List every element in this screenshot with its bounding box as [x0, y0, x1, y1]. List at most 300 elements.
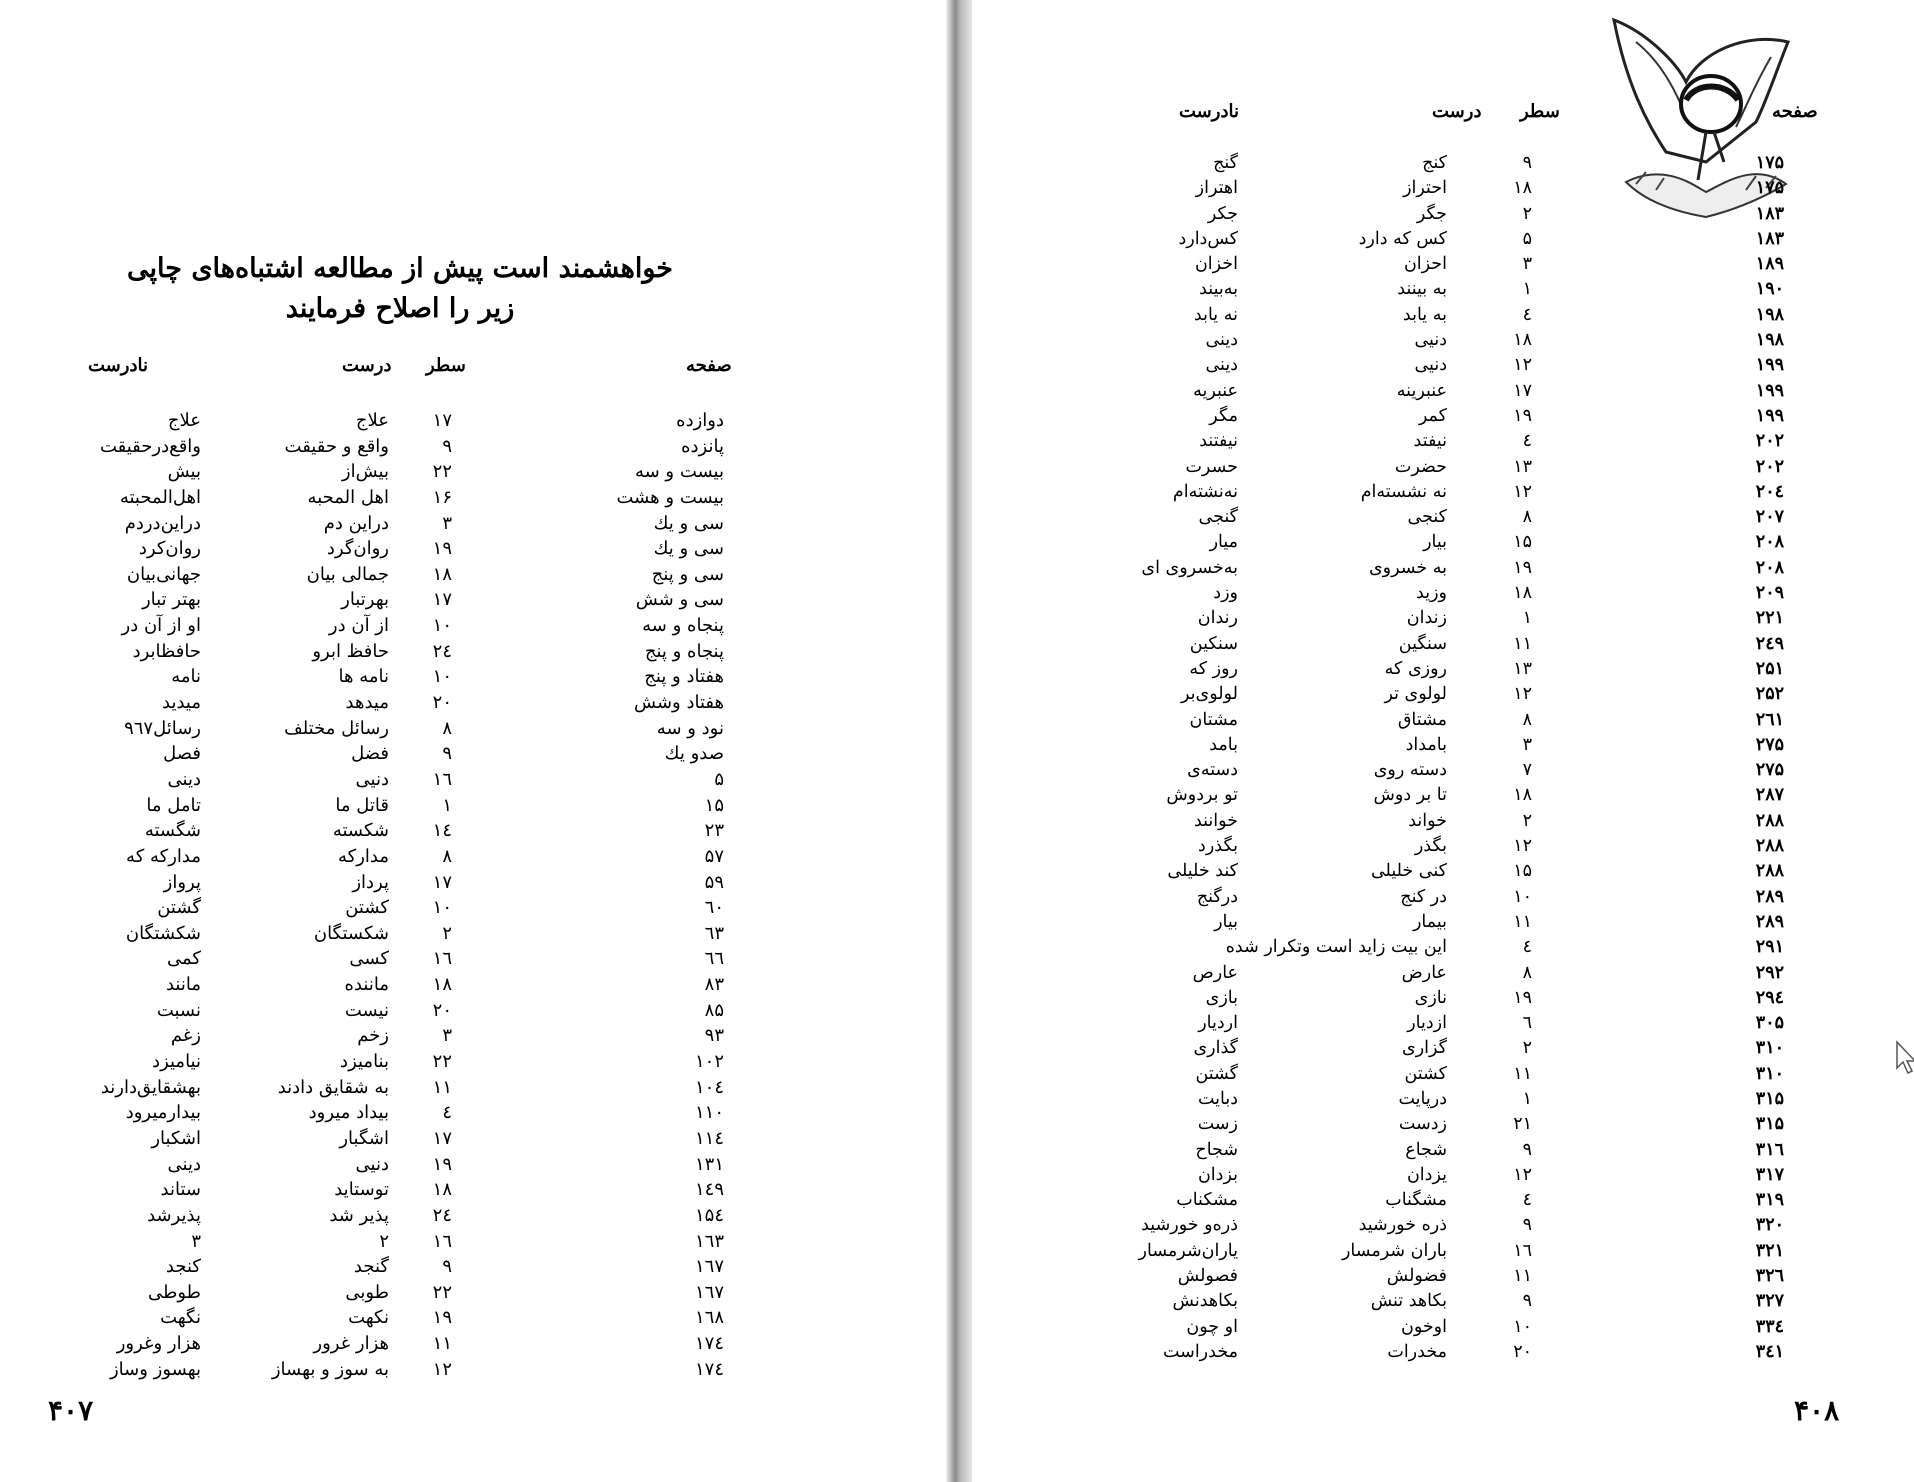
errata-row: [972, 834, 1914, 859]
errata-incorrect: زغم: [170, 1025, 201, 1047]
errata-page: سی و شش: [635, 589, 724, 611]
errata-row: [972, 1112, 1914, 1137]
errata-line: ۱۸: [432, 563, 452, 585]
errata-correct: دنیی: [1414, 355, 1447, 376]
errata-row: [972, 708, 1914, 733]
errata-row: [0, 639, 946, 665]
errata-incorrect: حافظابرد: [132, 640, 201, 662]
errata-correct: در کنج: [1400, 886, 1447, 907]
errata-row: [972, 1239, 1914, 1264]
errata-page: ۲۲۱: [1755, 608, 1784, 629]
errata-line: ۹: [1522, 153, 1532, 173]
errata-row: [972, 606, 1914, 631]
errata-row: [972, 505, 1914, 530]
errata-incorrect: یاران‌شرمسار: [1138, 1240, 1238, 1261]
errata-page: ۱٦۳: [694, 1230, 724, 1252]
errata-row: [972, 1289, 1914, 1314]
errata-correct: زخم: [357, 1025, 389, 1047]
errata-line: ۱۰: [432, 897, 452, 919]
errata-incorrect: کس‌دارد: [1178, 228, 1238, 249]
errata-line: ۱۷: [432, 1127, 452, 1149]
errata-correct: دنیی: [1414, 330, 1447, 351]
errata-row: [972, 1315, 1914, 1340]
errata-page: ۲۰۲: [1755, 431, 1784, 452]
errata-correct: دنیی: [355, 768, 389, 790]
errata-line: ۸: [1522, 962, 1532, 983]
errata-page: ۱۸۳: [1755, 203, 1784, 224]
errata-correct: میدهد: [345, 692, 389, 714]
errata-page: ۲۳: [704, 820, 724, 842]
errata-incorrect: بیش: [167, 461, 201, 483]
errata-incorrect: جکر: [1207, 203, 1238, 224]
errata-correct: گزاری: [1402, 1038, 1447, 1059]
page-number-left: ۴۰۷: [48, 1394, 94, 1427]
errata-row: [0, 998, 946, 1024]
errata-correct: به بینند: [1397, 279, 1447, 300]
errata-correct: کس که دارد: [1358, 228, 1447, 249]
errata-row: [972, 1062, 1914, 1087]
errata-correct: اهل المحبه: [307, 486, 389, 508]
errata-incorrect: گشتن: [1195, 1063, 1238, 1084]
errata-correct: کنی خلیلی: [1370, 861, 1447, 882]
errata-correct: حافظ ابرو: [312, 640, 389, 662]
header-page: صفحه: [1772, 101, 1818, 122]
errata-incorrect: خوانند: [1193, 810, 1238, 831]
errata-incorrect: نیفتند: [1199, 431, 1238, 452]
errata-incorrect: عنبریه: [1193, 380, 1238, 401]
errata-correct: دسته روی: [1373, 760, 1447, 781]
errata-correct: شجاع: [1405, 1139, 1447, 1160]
errata-correct: ماننده: [344, 974, 389, 996]
errata-row: [0, 1254, 946, 1280]
errata-incorrect: پرواز: [163, 871, 201, 893]
errata-row: [972, 733, 1914, 758]
errata-correct: هزار غرور: [313, 1333, 389, 1355]
errata-page: ۱۳۱: [694, 1153, 724, 1175]
errata-line: ۹: [442, 435, 452, 457]
errata-incorrect: روز که: [1189, 658, 1238, 679]
errata-title-line2: زیر را اصلاح فرمایند: [285, 293, 515, 324]
errata-correct: علاج: [355, 410, 389, 431]
errata-row: [0, 844, 946, 870]
errata-correct: نامه ها: [338, 666, 389, 688]
errata-page: ۱۰۲: [694, 1051, 724, 1073]
header-page: صفحه: [686, 355, 732, 376]
errata-correct: مخدرات: [1387, 1341, 1447, 1362]
errata-correct: یزدان: [1406, 1164, 1447, 1185]
errata-row: [972, 758, 1914, 783]
errata-page: ۳۱۹: [1755, 1190, 1784, 1211]
errata-correct: به سوز و بهساز: [271, 1358, 389, 1380]
errata-page: ۱۰٤: [694, 1076, 724, 1098]
errata-correct: پذیر شد: [329, 1204, 389, 1226]
errata-correct: مشتاق: [1397, 709, 1447, 730]
errata-page: ۲۸۸: [1755, 836, 1784, 857]
errata-line: ۱۲: [432, 1358, 452, 1380]
errata-row: [972, 859, 1914, 884]
errata-correct: جگر: [1416, 203, 1447, 224]
errata-line: ۱۳: [1513, 658, 1532, 679]
errata-page: ۹۳: [704, 1025, 724, 1047]
errata-page: ۲۰۸: [1755, 557, 1784, 578]
errata-incorrect: شگسته: [144, 820, 201, 842]
errata-line: ۲: [1522, 203, 1532, 224]
errata-row: [972, 404, 1914, 429]
errata-incorrect: ستاند: [160, 1179, 201, 1201]
errata-row: [972, 530, 1914, 555]
header-incorrect: نادرست: [1179, 101, 1239, 122]
errata-line: ۱۹: [1513, 557, 1532, 578]
errata-line: ۲: [1522, 810, 1532, 831]
errata-line: ۱٦: [432, 1230, 452, 1252]
errata-line: ۱: [1522, 279, 1532, 300]
errata-incorrect: نه‌نشته‌ام: [1172, 481, 1238, 502]
errata-page: ۲۰۸: [1755, 532, 1784, 553]
errata-row: [0, 972, 946, 998]
errata-title-line1: خواهشمند است پیش از مطالعه اشتباه‌های چاپی: [127, 253, 673, 284]
errata-page: ۱۹۹: [1755, 355, 1784, 376]
errata-correct: ذره خورشید: [1358, 1215, 1447, 1236]
errata-line: ۳: [1522, 734, 1532, 755]
errata-line: ۱۵: [1513, 532, 1532, 553]
errata-correct: به خسروی: [1368, 557, 1447, 578]
errata-line: ۸: [1522, 507, 1532, 528]
errata-row: [0, 613, 946, 639]
errata-row: [0, 1203, 946, 1229]
errata-incorrect: مشکناب: [1176, 1190, 1238, 1211]
errata-correct: رسائل مختلف: [284, 717, 389, 739]
errata-page: ۲۰۹: [1755, 583, 1784, 604]
errata-incorrect: اشکبار: [151, 1127, 201, 1149]
errata-line: ۱۹: [1513, 405, 1532, 426]
errata-incorrect: بازی: [1205, 987, 1238, 1008]
errata-correct: ازدیار: [1407, 1013, 1447, 1034]
errata-page: ۱۹۸: [1755, 330, 1784, 351]
errata-incorrect: میار: [1209, 532, 1238, 553]
errata-correct: کشتن: [1404, 1063, 1447, 1084]
errata-line: ۱۶: [432, 486, 452, 508]
errata-incorrect: بهتر تبار: [141, 589, 201, 611]
errata-row: [0, 511, 946, 537]
errata-correct: عارض: [1401, 962, 1447, 983]
errata-line: ۹: [442, 1256, 452, 1278]
errata-correct: مدارکه: [337, 845, 389, 867]
errata-row: [0, 1331, 946, 1357]
header-line: سطر: [1520, 101, 1560, 122]
errata-correct: بگذر: [1414, 836, 1447, 857]
errata-correct: دنیی: [355, 1153, 389, 1175]
errata-incorrect: نه یابد: [1193, 304, 1238, 325]
errata-correct: کنجی: [1407, 507, 1447, 528]
errata-incorrect: بیار: [1214, 911, 1238, 932]
errata-correct: احتراز: [1403, 178, 1447, 199]
errata-correct: وزید: [1416, 583, 1447, 604]
errata-line: ٤: [1522, 937, 1532, 958]
errata-correct: سنگین: [1398, 633, 1447, 654]
errata-correct: روزی که: [1384, 658, 1447, 679]
errata-correct: اوخون: [1400, 1316, 1447, 1337]
errata-correct: گنجد: [353, 1256, 389, 1278]
errata-line: ۱۹: [432, 1153, 452, 1175]
errata-line: ۱٦: [432, 948, 452, 970]
errata-incorrect: گنج: [1213, 153, 1238, 173]
errata-page: ۲۷۵: [1755, 734, 1784, 755]
errata-correct: نازی: [1414, 987, 1447, 1008]
errata-page: سی و یك: [653, 538, 724, 560]
errata-correct: نیست: [344, 999, 389, 1021]
book-gutter: [946, 0, 972, 1482]
errata-line: ۱۸: [432, 1179, 452, 1201]
errata-correct: بیداد میرود: [308, 1102, 389, 1124]
errata-row: [972, 379, 1914, 404]
errata-correct: درپایت: [1398, 1088, 1447, 1109]
errata-line: ۱۰: [432, 666, 452, 688]
errata-incorrect: لولوی‌بر: [1181, 684, 1238, 705]
errata-page: ۳٤۱: [1755, 1341, 1784, 1362]
errata-page: ۲۸۸: [1755, 810, 1784, 831]
errata-incorrect: دینی: [167, 768, 201, 790]
errata-row: [972, 961, 1914, 986]
errata-row: [0, 921, 946, 947]
errata-row: [972, 151, 1914, 176]
errata-incorrect: بیدارمیرود: [125, 1102, 201, 1124]
errata-incorrect: اخزان: [1194, 254, 1238, 275]
errata-row: [0, 1305, 946, 1331]
errata-incorrect: دراین‌دردم: [124, 512, 201, 534]
errata-correct: فضولش: [1386, 1266, 1447, 1287]
errata-line: ۸: [1522, 709, 1532, 730]
errata-row: [972, 1340, 1914, 1365]
errata-page: ۲٤۹: [1755, 633, 1784, 654]
errata-line: ٦: [1522, 1013, 1532, 1034]
errata-line: ٤: [442, 1102, 452, 1124]
errata-row: [972, 682, 1914, 707]
errata-incorrect: حسرت: [1185, 456, 1238, 477]
errata-line: ۲٤: [432, 640, 452, 662]
errata-row: [972, 353, 1914, 378]
errata-correct: باران شرمسار: [1341, 1240, 1447, 1261]
errata-row: [0, 1023, 946, 1049]
errata-line: ۱۱: [1513, 911, 1532, 932]
errata-page: ۳۲۱: [1755, 1240, 1784, 1261]
errata-line: ۱۲: [1513, 1164, 1532, 1185]
errata-page: ۱۱۰: [694, 1102, 724, 1124]
errata-correct: خواند: [1408, 810, 1447, 831]
errata-page: ۲۸۸: [1755, 861, 1784, 882]
errata-page: ۳۱۰: [1755, 1038, 1784, 1059]
errata-correct: به شقایق دادند: [277, 1076, 389, 1098]
errata-row: [972, 581, 1914, 606]
errata-row: [0, 690, 946, 716]
errata-row: [972, 1163, 1914, 1188]
errata-page: ۳۳٤: [1755, 1316, 1784, 1337]
errata-incorrect: گنجی: [1198, 507, 1238, 528]
errata-correct: روان‌گرد: [326, 538, 389, 560]
errata-row: [972, 809, 1914, 834]
errata-line: ۲۱: [1513, 1114, 1532, 1135]
errata-page: ۲۹٤: [1755, 987, 1784, 1008]
errata-correct: احزان: [1403, 254, 1447, 275]
errata-row: [0, 793, 946, 819]
errata-incorrect: نسبت: [156, 999, 201, 1021]
left-page: [0, 0, 946, 1482]
errata-row: [972, 1011, 1914, 1036]
errata-page: سی و یك: [653, 512, 724, 534]
errata-page: ۲۰۷: [1755, 507, 1784, 528]
errata-line: ۱۹: [1513, 987, 1532, 1008]
errata-page: ۳۱٦: [1755, 1139, 1784, 1160]
errata-correct: به یابد: [1402, 304, 1447, 325]
errata-row: [0, 1229, 946, 1255]
errata-line: ۱۱: [1513, 633, 1532, 654]
errata-incorrect: زست: [1197, 1114, 1238, 1135]
errata-page: ٦۰: [704, 897, 724, 919]
errata-incorrect: جهانی‌بیان: [126, 563, 201, 585]
errata-row: [972, 1188, 1914, 1213]
errata-incorrect: اهل‌المحبته: [119, 486, 201, 508]
errata-correct: بیش‌از: [341, 461, 389, 483]
errata-incorrect: گذاری: [1193, 1038, 1238, 1059]
errata-correct: بیمار: [1412, 911, 1447, 932]
errata-incorrect: وزد: [1213, 583, 1238, 604]
errata-page: صدو یك: [664, 743, 724, 765]
errata-page: ۳۰۵: [1755, 1013, 1784, 1034]
errata-row: [0, 434, 946, 460]
errata-incorrect: نگهت: [160, 1307, 201, 1329]
errata-correct: قاتل ما: [335, 794, 389, 816]
errata-row: [0, 716, 946, 742]
errata-page: نود و سه: [656, 717, 724, 739]
errata-correct: توستاید: [334, 1179, 389, 1201]
errata-correct: پرداز: [352, 871, 389, 893]
errata-row: [0, 536, 946, 562]
errata-page: ۸۵: [704, 999, 724, 1021]
errata-incorrect: فصولش: [1177, 1266, 1238, 1287]
left-errata-table: [0, 408, 946, 1382]
errata-row: [972, 252, 1914, 277]
errata-incorrect: روان‌کرد: [138, 538, 201, 560]
errata-row: [0, 741, 946, 767]
errata-correct: کنج: [1422, 153, 1447, 173]
errata-line: ۱۳: [1513, 456, 1532, 477]
errata-page: ۱٦۸: [694, 1307, 724, 1329]
errata-row: [972, 657, 1914, 682]
errata-correct: نه نشسته‌ام: [1360, 481, 1447, 502]
errata-incorrect: نامه: [171, 666, 201, 688]
errata-line: ۱٦: [1513, 1240, 1532, 1261]
errata-row: [972, 1213, 1914, 1238]
errata-page: ۲۰٤: [1755, 481, 1784, 502]
errata-correct: طوبی: [345, 1281, 389, 1303]
errata-incorrect: فصل: [163, 743, 201, 765]
errata-page: ۳۲٦: [1755, 1266, 1784, 1287]
errata-line: ۱۸: [1513, 583, 1532, 604]
errata-page: ۱۱٤: [694, 1127, 724, 1149]
errata-incorrect: شجاح: [1195, 1139, 1238, 1160]
errata-line: ۱۷: [432, 589, 452, 611]
errata-page: پانزده: [681, 435, 724, 457]
errata-page: ۵۷: [704, 845, 724, 867]
errata-correct: کسی: [349, 948, 389, 970]
errata-page: بیست و سه: [634, 461, 724, 483]
errata-row: [0, 1075, 946, 1101]
errata-row: [0, 485, 946, 511]
errata-page: ۱٦۷: [694, 1281, 724, 1303]
errata-incorrect: مگر: [1209, 405, 1238, 426]
errata-correct: کمر: [1418, 405, 1447, 426]
errata-line: ۲۲: [432, 1051, 452, 1073]
errata-line: ۱۹: [432, 1307, 452, 1329]
errata-page: ۲۷۵: [1755, 760, 1784, 781]
errata-line: ۲: [442, 922, 452, 944]
errata-line: ۱۷: [432, 871, 452, 893]
errata-incorrect: به‌بیند: [1199, 279, 1238, 300]
errata-incorrect: هزار وغرور: [116, 1333, 201, 1355]
errata-line: ۵: [1522, 228, 1532, 249]
errata-line: ۱۱: [1513, 1063, 1532, 1084]
errata-line: ۹: [1522, 1139, 1532, 1160]
errata-incorrect: شکشتگان: [125, 922, 201, 944]
errata-incorrect: دسته‌ی: [1187, 760, 1238, 781]
errata-page: ۲۸۹: [1755, 886, 1784, 907]
errata-row: [972, 1264, 1914, 1289]
errata-page: ٦۳: [704, 922, 724, 944]
errata-page: هفتاد وشش: [634, 692, 724, 714]
errata-page: ۲٦۱: [1755, 709, 1784, 730]
errata-page: ۱۷٤: [694, 1333, 724, 1355]
errata-incorrect: عارص: [1192, 962, 1238, 983]
errata-correct: مشگناب: [1385, 1190, 1447, 1211]
errata-row: [0, 767, 946, 793]
errata-line: ۱: [1522, 1088, 1532, 1109]
errata-correct: واقع و حقیقت: [284, 435, 389, 457]
errata-row: [972, 1036, 1914, 1061]
errata-row: [0, 1357, 946, 1383]
errata-page: ۳۲۰: [1755, 1215, 1784, 1236]
errata-page: ۳۱۷: [1755, 1164, 1784, 1185]
errata-correct: تا بر دوش: [1373, 785, 1447, 806]
errata-line: ٤: [1522, 304, 1532, 325]
errata-line: ۱۸: [1513, 178, 1532, 199]
errata-correct: زندان: [1406, 608, 1447, 629]
errata-page: پنجاه و پنج: [644, 640, 724, 662]
errata-page: ۱۵٤: [694, 1204, 724, 1226]
errata-correct: جمالی بیان: [306, 563, 389, 585]
page-number-right: ۴۰۸: [1794, 1394, 1840, 1427]
errata-row: [0, 946, 946, 972]
errata-page: بیست و هشت: [616, 486, 724, 508]
errata-line: ۱۵: [1513, 861, 1532, 882]
errata-incorrect: ذره‌و خورشید: [1141, 1215, 1238, 1236]
errata-row: [0, 562, 946, 588]
errata-page: ۲۹۲: [1755, 962, 1784, 983]
errata-incorrect: دینی: [1205, 355, 1238, 376]
errata-page: ۳۱۵: [1755, 1088, 1784, 1109]
errata-line: ۱۲: [1513, 684, 1532, 705]
errata-correct: ۲: [379, 1230, 389, 1252]
errata-correct: فضل: [351, 743, 389, 765]
errata-line: ۱۰: [1513, 1316, 1532, 1337]
errata-correct: از آن در: [328, 615, 389, 637]
errata-incorrect: مانند: [165, 974, 201, 996]
errata-line: ۱۸: [1513, 330, 1532, 351]
errata-row: [972, 783, 1914, 808]
errata-page: ۱۷۵: [1755, 178, 1784, 199]
errata-line: ۲: [1522, 1038, 1532, 1059]
errata-incorrect: بگذرد: [1198, 836, 1238, 857]
errata-row: [972, 202, 1914, 227]
errata-page: ۲۵۱: [1755, 658, 1784, 679]
